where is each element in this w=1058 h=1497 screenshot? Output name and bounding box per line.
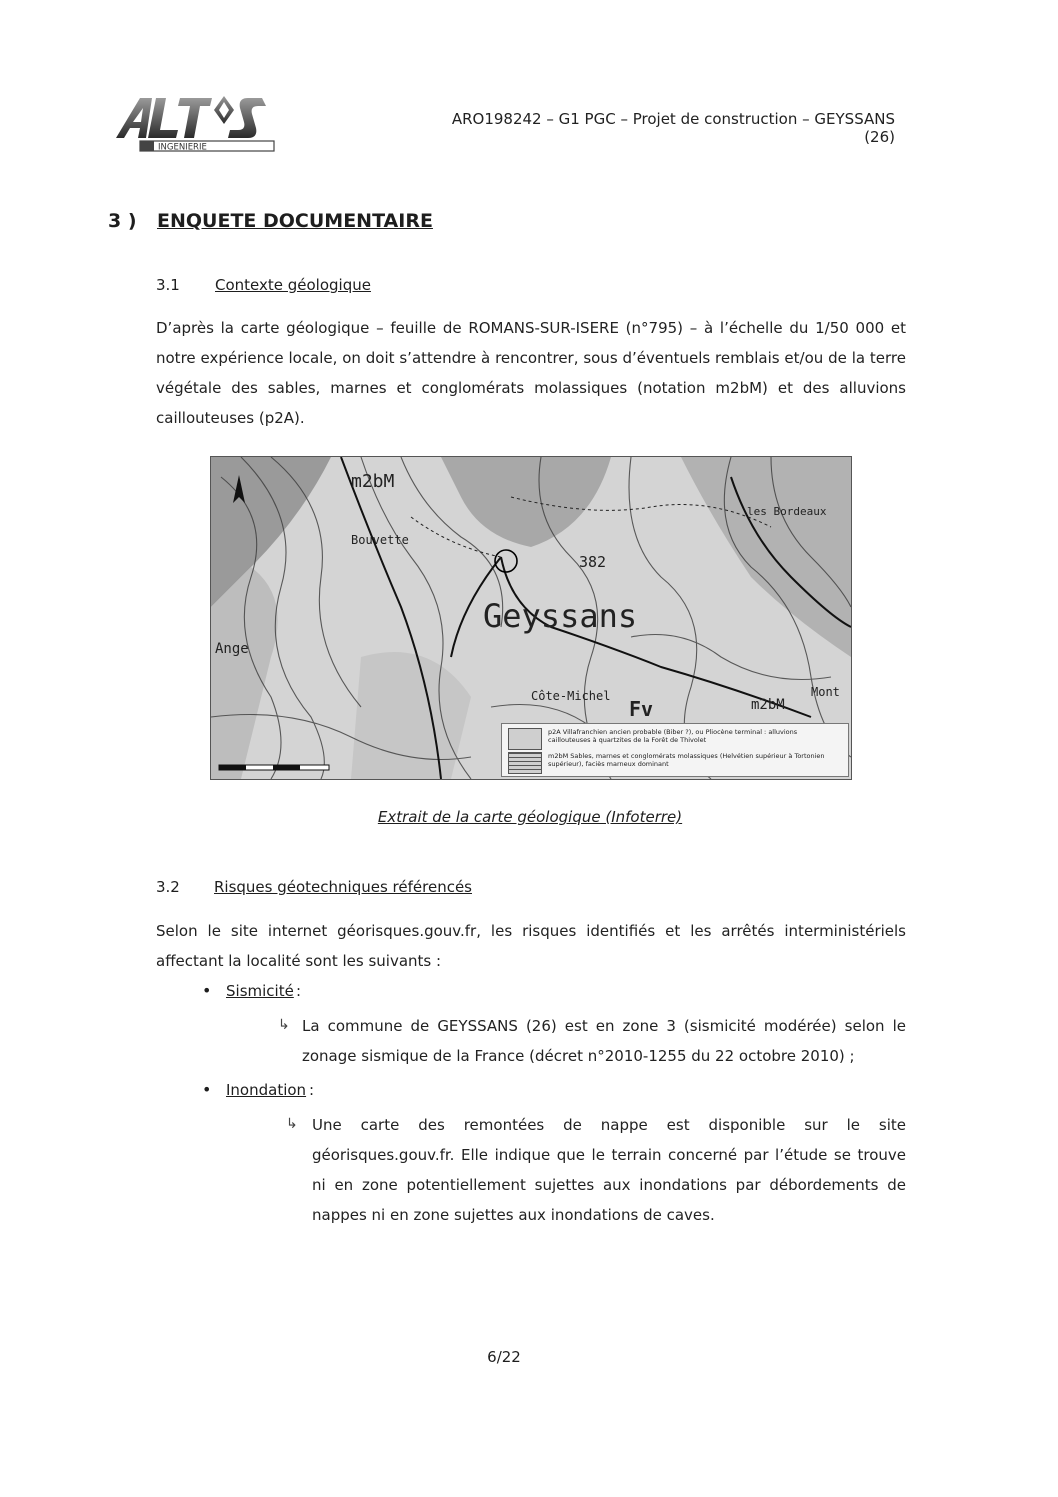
company-logo bbox=[112, 92, 287, 154]
section-number: 3 ) bbox=[108, 210, 137, 232]
legend-text-m2bm: m2bM Sables, marnes et conglomérats molassiques (Helvétien supérieur à Tortonien supérieur), faciès marneux dominant bbox=[548, 752, 825, 768]
page-number: 6/22 bbox=[487, 1348, 521, 1366]
logo-graphic bbox=[112, 92, 287, 154]
sismicite-text: La commune de GEYSSANS (26) est en zone 3 (sismicité modérée) selon le zonage sismique de la France (décret n°2010-1255 du 22 octobre 2010) ; bbox=[302, 1017, 906, 1065]
map-label-unit: m2bM bbox=[351, 471, 395, 492]
arrow-bullet-icon: ↳ bbox=[286, 1116, 298, 1132]
geological-map bbox=[210, 456, 852, 780]
bullet-label-inondation: Inondation bbox=[226, 1081, 307, 1099]
subsection-number: 3.2 bbox=[156, 878, 180, 896]
arrow-bullet-icon: ↳ bbox=[278, 1017, 290, 1033]
map-label-place-s: Côte-Michel bbox=[531, 689, 611, 703]
map-label-town: Geyssans bbox=[483, 597, 638, 635]
map-label-unit-2: m2bM bbox=[751, 697, 785, 713]
legend-swatch-p2a bbox=[508, 728, 542, 750]
subsection-number: 3.1 bbox=[156, 276, 180, 294]
section-title: ENQUETE DOCUMENTAIRE bbox=[157, 210, 433, 232]
risks-paragraph: Selon le site internet géorisques.gouv.fr, les risques identifiés et les arrêtés interministériels affectant la localité sont les suivants : bbox=[156, 922, 906, 970]
bullet-dot-icon: • bbox=[202, 1080, 212, 1099]
subsection-title: Risques géotechniques référencés bbox=[214, 878, 472, 896]
map-label-elevation: 382 bbox=[579, 553, 607, 571]
figure-caption: Extrait de la carte géologique (Infoterre) bbox=[377, 808, 683, 826]
document-reference: ARO198242 – G1 PGC – Projet de construction – GEYSSANS (26) bbox=[451, 110, 895, 146]
bullet-colon: : bbox=[296, 982, 302, 1000]
bullet-colon: : bbox=[309, 1081, 315, 1099]
geology-paragraph: D’après la carte géologique – feuille de ROMANS-SUR-ISERE (n°795) – à l’échelle du 1/50 000 et notre expérience locale, on doit s’attendre à rencontrer, sous d’éventuels remblais et/ou de la terre végétale des sables, marnes et conglomérats molassiques (notation m2bM) et des alluvions caillouteuses (p2A). bbox=[156, 319, 906, 427]
map-label-place-w: Bouvette bbox=[351, 533, 409, 547]
map-label-place-nw: Ange bbox=[215, 641, 249, 657]
map-label-place-e: Mont bbox=[811, 685, 840, 699]
legend-swatch-m2bm bbox=[508, 752, 542, 774]
bullet-dot-icon: • bbox=[202, 981, 212, 1000]
legend-text-p2a: p2A Villafranchien ancien probable (Biber ?), ou Pliocène terminal : alluvions caillouteuses à quartzites de la Forêt de Thivolet bbox=[548, 728, 798, 744]
inondation-text: Une carte des remontées de nappe est disponible sur le site géorisques.gouv.fr. Elle indique que le terrain concerné par l’étude se trouve ni en zone potentiellement sujettes aux inondations par débordements de nappes ni en zone sujettes aux inondations de caves. bbox=[312, 1116, 906, 1224]
subsection-title: Contexte géologique bbox=[215, 276, 371, 294]
map-label-fv: Fv bbox=[629, 697, 654, 721]
map-legend bbox=[501, 723, 849, 777]
bullet-label-sismicite: Sismicité bbox=[226, 982, 294, 1000]
map-label-place-ne: les Bordeaux bbox=[747, 505, 827, 518]
svg-text:INGENIERIE: INGENIERIE bbox=[158, 142, 207, 153]
